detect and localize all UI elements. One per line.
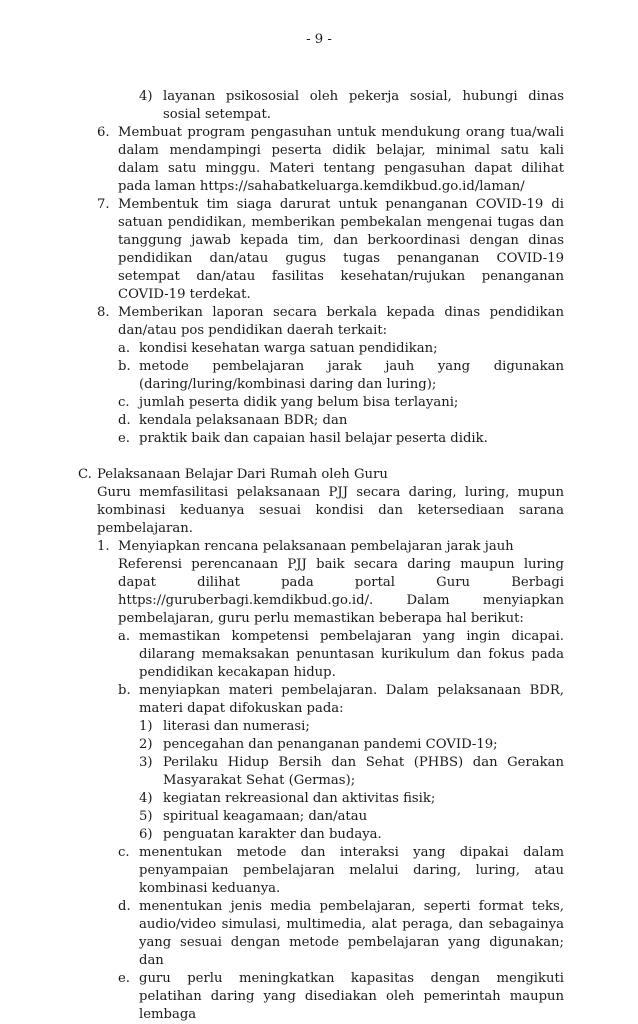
material-item-4: [0, 790, 638, 808]
section-spacer: [0, 448, 638, 466]
material-item-5: [0, 808, 638, 826]
list-marker: a.: [118, 629, 131, 644]
list-marker: a.: [118, 341, 131, 356]
section-marker: C.: [78, 467, 92, 482]
list-marker: 7.: [97, 197, 110, 212]
prep-item-e: [0, 970, 638, 1024]
prep-item-a: [0, 628, 638, 682]
material-item-1: [0, 718, 638, 736]
list-marker: 4): [139, 791, 153, 806]
list-item-text: menyiapkan materi pembelajaran. Dalam pelaksanaan BDR, materi dapat difokuskan pada:: [139, 683, 564, 716]
prep-item-c: [0, 844, 638, 898]
list-item-text: memastikan kompetensi pembelajaran yang ingin dicapai. dilarang memaksakan penuntasan kurikulum dan fokus pada pendidikan kecakapan hidup.: [139, 629, 564, 680]
page-number: - 9 -: [306, 32, 332, 47]
list-item-text: praktik baik dan capaian hasil belajar peserta didik.: [139, 431, 488, 446]
list-marker: 6): [139, 827, 153, 842]
list-item-text: jumlah peserta didik yang belum bisa terlayani;: [139, 395, 459, 410]
paragraph: Guru memfasilitasi pelaksanaan PJJ secara daring, luring, mupun kombinasi keduanya sesuai kondisi dan ketersediaan sarana pembelajaran.: [97, 485, 564, 536]
list-marker: 1): [139, 719, 153, 734]
prep-item-d: [0, 898, 638, 970]
sub-item-b: [0, 358, 638, 394]
list-marker: e.: [118, 431, 130, 446]
list-marker: 6.: [97, 125, 110, 140]
list-marker: 1.: [97, 539, 110, 554]
list-item-text: kendala pelaksanaan BDR; dan: [139, 413, 348, 428]
list-item-4: [0, 88, 638, 124]
list-item-7: [0, 196, 638, 304]
section-c-item-1-body: [0, 556, 638, 628]
list-item-text: metode pembelajaran jarak jauh yang digunakan (daring/luring/kombinasi daring dan luring);: [139, 359, 564, 392]
list-item-text: layanan psikososial oleh pekerja sosial, hubungi dinas sosial setempat.: [163, 89, 564, 122]
material-item-6: [0, 826, 638, 844]
material-item-3: [0, 754, 638, 790]
section-c-heading: [0, 466, 638, 484]
list-item-text: literasi dan numerasi;: [163, 719, 310, 734]
list-item-text: pencegahan dan penanganan pandemi COVID-19;: [163, 737, 498, 752]
list-marker: 2): [139, 737, 153, 752]
list-item-8: [0, 304, 638, 340]
list-marker: c.: [118, 845, 130, 860]
list-marker: b.: [118, 683, 131, 698]
list-item-text: kegiatan rekreasional dan aktivitas fisik;: [163, 791, 436, 806]
section-c-item-1: [0, 538, 638, 556]
list-marker: 4): [139, 89, 153, 104]
list-item-title: Menyiapkan rencana pelaksanaan pembelajaran jarak jauh: [118, 539, 514, 554]
sub-item-e: [0, 430, 638, 448]
list-item-text: menentukan metode dan interaksi yang dipakai dalam penyampaian pembelajaran melalui daring, luring, atau kombinasi keduanya.: [139, 845, 564, 896]
section-c-intro: [0, 484, 638, 538]
prep-item-b: [0, 682, 638, 718]
list-marker: d.: [118, 899, 131, 914]
document-body: [0, 88, 638, 1024]
list-item-text: Memberikan laporan secara berkala kepada dinas pendidikan dan/atau pos pendidikan daerah terkait:: [118, 305, 564, 338]
list-item-text: Membentuk tim siaga darurat untuk penanganan COVID-19 di satuan pendidikan, memberikan pembekalan mengenai tugas dan tanggung jawab kepada tim, dan berkoordinasi dengan dinas pendidikan dan/atau gugus tugas penanganan COVID-19 setempat dan/atau fasilitas kesehatan/rujukan penanganan COVID-19 terdekat.: [118, 197, 564, 302]
list-item-text: penguatan karakter dan budaya.: [163, 827, 382, 842]
list-marker: c.: [118, 395, 130, 410]
list-marker: d.: [118, 413, 131, 428]
list-item-text: kondisi kesehatan warga satuan pendidikan;: [139, 341, 438, 356]
material-item-2: [0, 736, 638, 754]
list-marker: 5): [139, 809, 153, 824]
sub-item-d: [0, 412, 638, 430]
list-item-text: menentukan jenis media pembelajaran, seperti format teks, audio/video simulasi, multimedia, alat peraga, dan sebagainya yang sesuai dengan metode pembelajaran yang digunakan; dan: [139, 899, 564, 968]
paragraph: Referensi perencanaan PJJ baik secara daring maupun luring dapat dilihat pada portal Guru Berbagi https://guruberbagi.kemdikbud.go.id/. Dalam menyiapkan pembelajaran, guru perlu memastikan beberapa hal berikut:: [118, 557, 564, 626]
list-item-text: Membuat program pengasuhan untuk mendukung orang tua/wali dalam mendampingi peserta didik belajar, minimal satu kali dalam satu minggu. Materi tentang pengasuhan dapat dilihat pada laman https://sahabatkeluarga.kemdikbud.go.id/laman/: [118, 125, 564, 194]
list-marker: e.: [118, 971, 130, 986]
sub-item-a: [0, 340, 638, 358]
list-marker: b.: [118, 359, 131, 374]
list-item-text: Perilaku Hidup Bersih dan Sehat (PHBS) dan Gerakan Masyarakat Sehat (Germas);: [163, 755, 564, 788]
list-item-text: guru perlu meningkatkan kapasitas dengan mengikuti pelatihan daring yang disediakan oleh pemerintah maupun lembaga: [139, 971, 564, 1022]
section-title: Pelaksanaan Belajar Dari Rumah oleh Guru: [97, 467, 388, 482]
list-item-text: spiritual keagamaan; dan/atau: [163, 809, 368, 824]
list-item-6: [0, 124, 638, 196]
list-marker: 8.: [97, 305, 110, 320]
sub-item-c: [0, 394, 638, 412]
list-marker: 3): [139, 755, 153, 770]
